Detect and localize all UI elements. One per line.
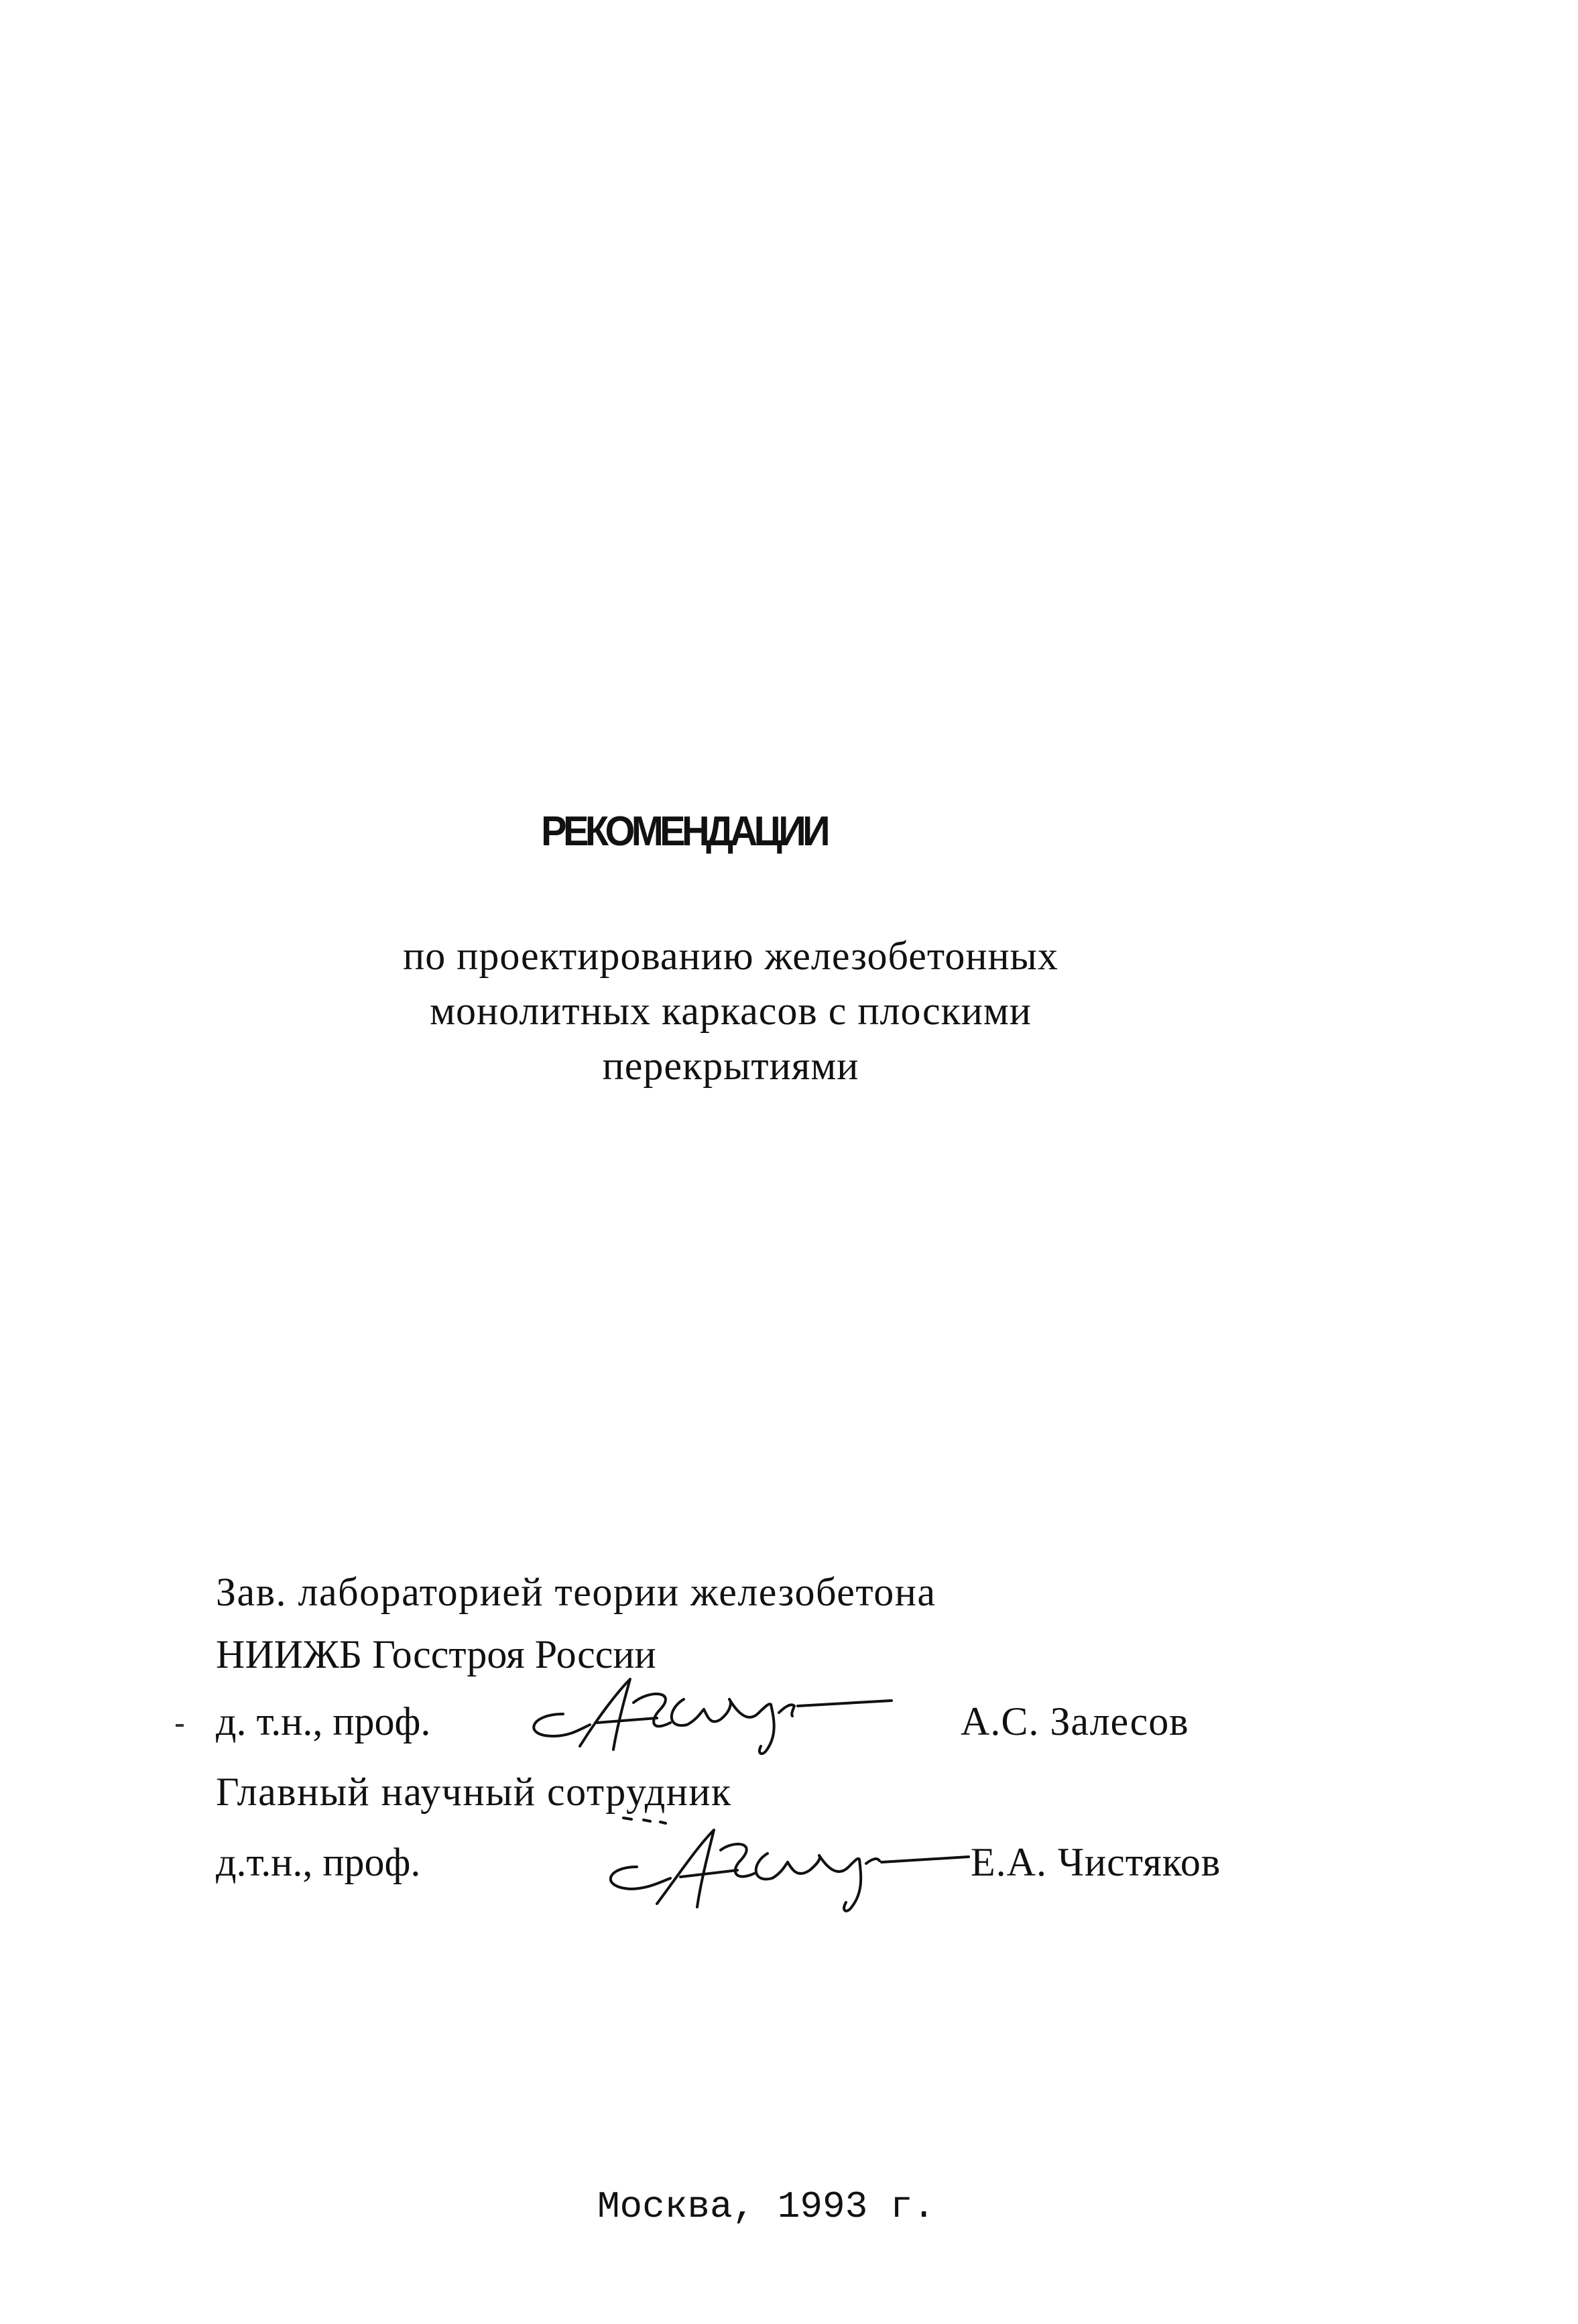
document-subtitle [0, 928, 1461, 1093]
footer-place-date [0, 2185, 1578, 2228]
second-signature [597, 1803, 972, 1917]
subtitle-line: монолитных каркасов с плоскими [430, 989, 1032, 1033]
subtitle-line: перекрытиями [602, 1044, 859, 1088]
institute-text: НИИЖБ Госстроя России [216, 1632, 656, 1676]
document-title: РЕКОМЕНДАЦИИ [541, 808, 827, 855]
second-signatory-name: Е.А. Чистяков [971, 1840, 1221, 1884]
subtitle-line: по проектированию железобетонных [403, 934, 1058, 978]
footer-text: Москва, 1993 г. [597, 2185, 936, 2228]
second-signatory-degree: д.т.н., проф. [216, 1840, 421, 1884]
second-position-text: Главный научный сотрудник [216, 1770, 732, 1814]
stray-mark [176, 1724, 184, 1727]
head-position-text: Зав. лабораторией теории железобетона [216, 1570, 936, 1614]
first-signatory-degree: д. т.н., проф. [216, 1699, 431, 1744]
first-signatory-name: А.С. Залесов [961, 1699, 1189, 1744]
first-signature [516, 1672, 898, 1760]
